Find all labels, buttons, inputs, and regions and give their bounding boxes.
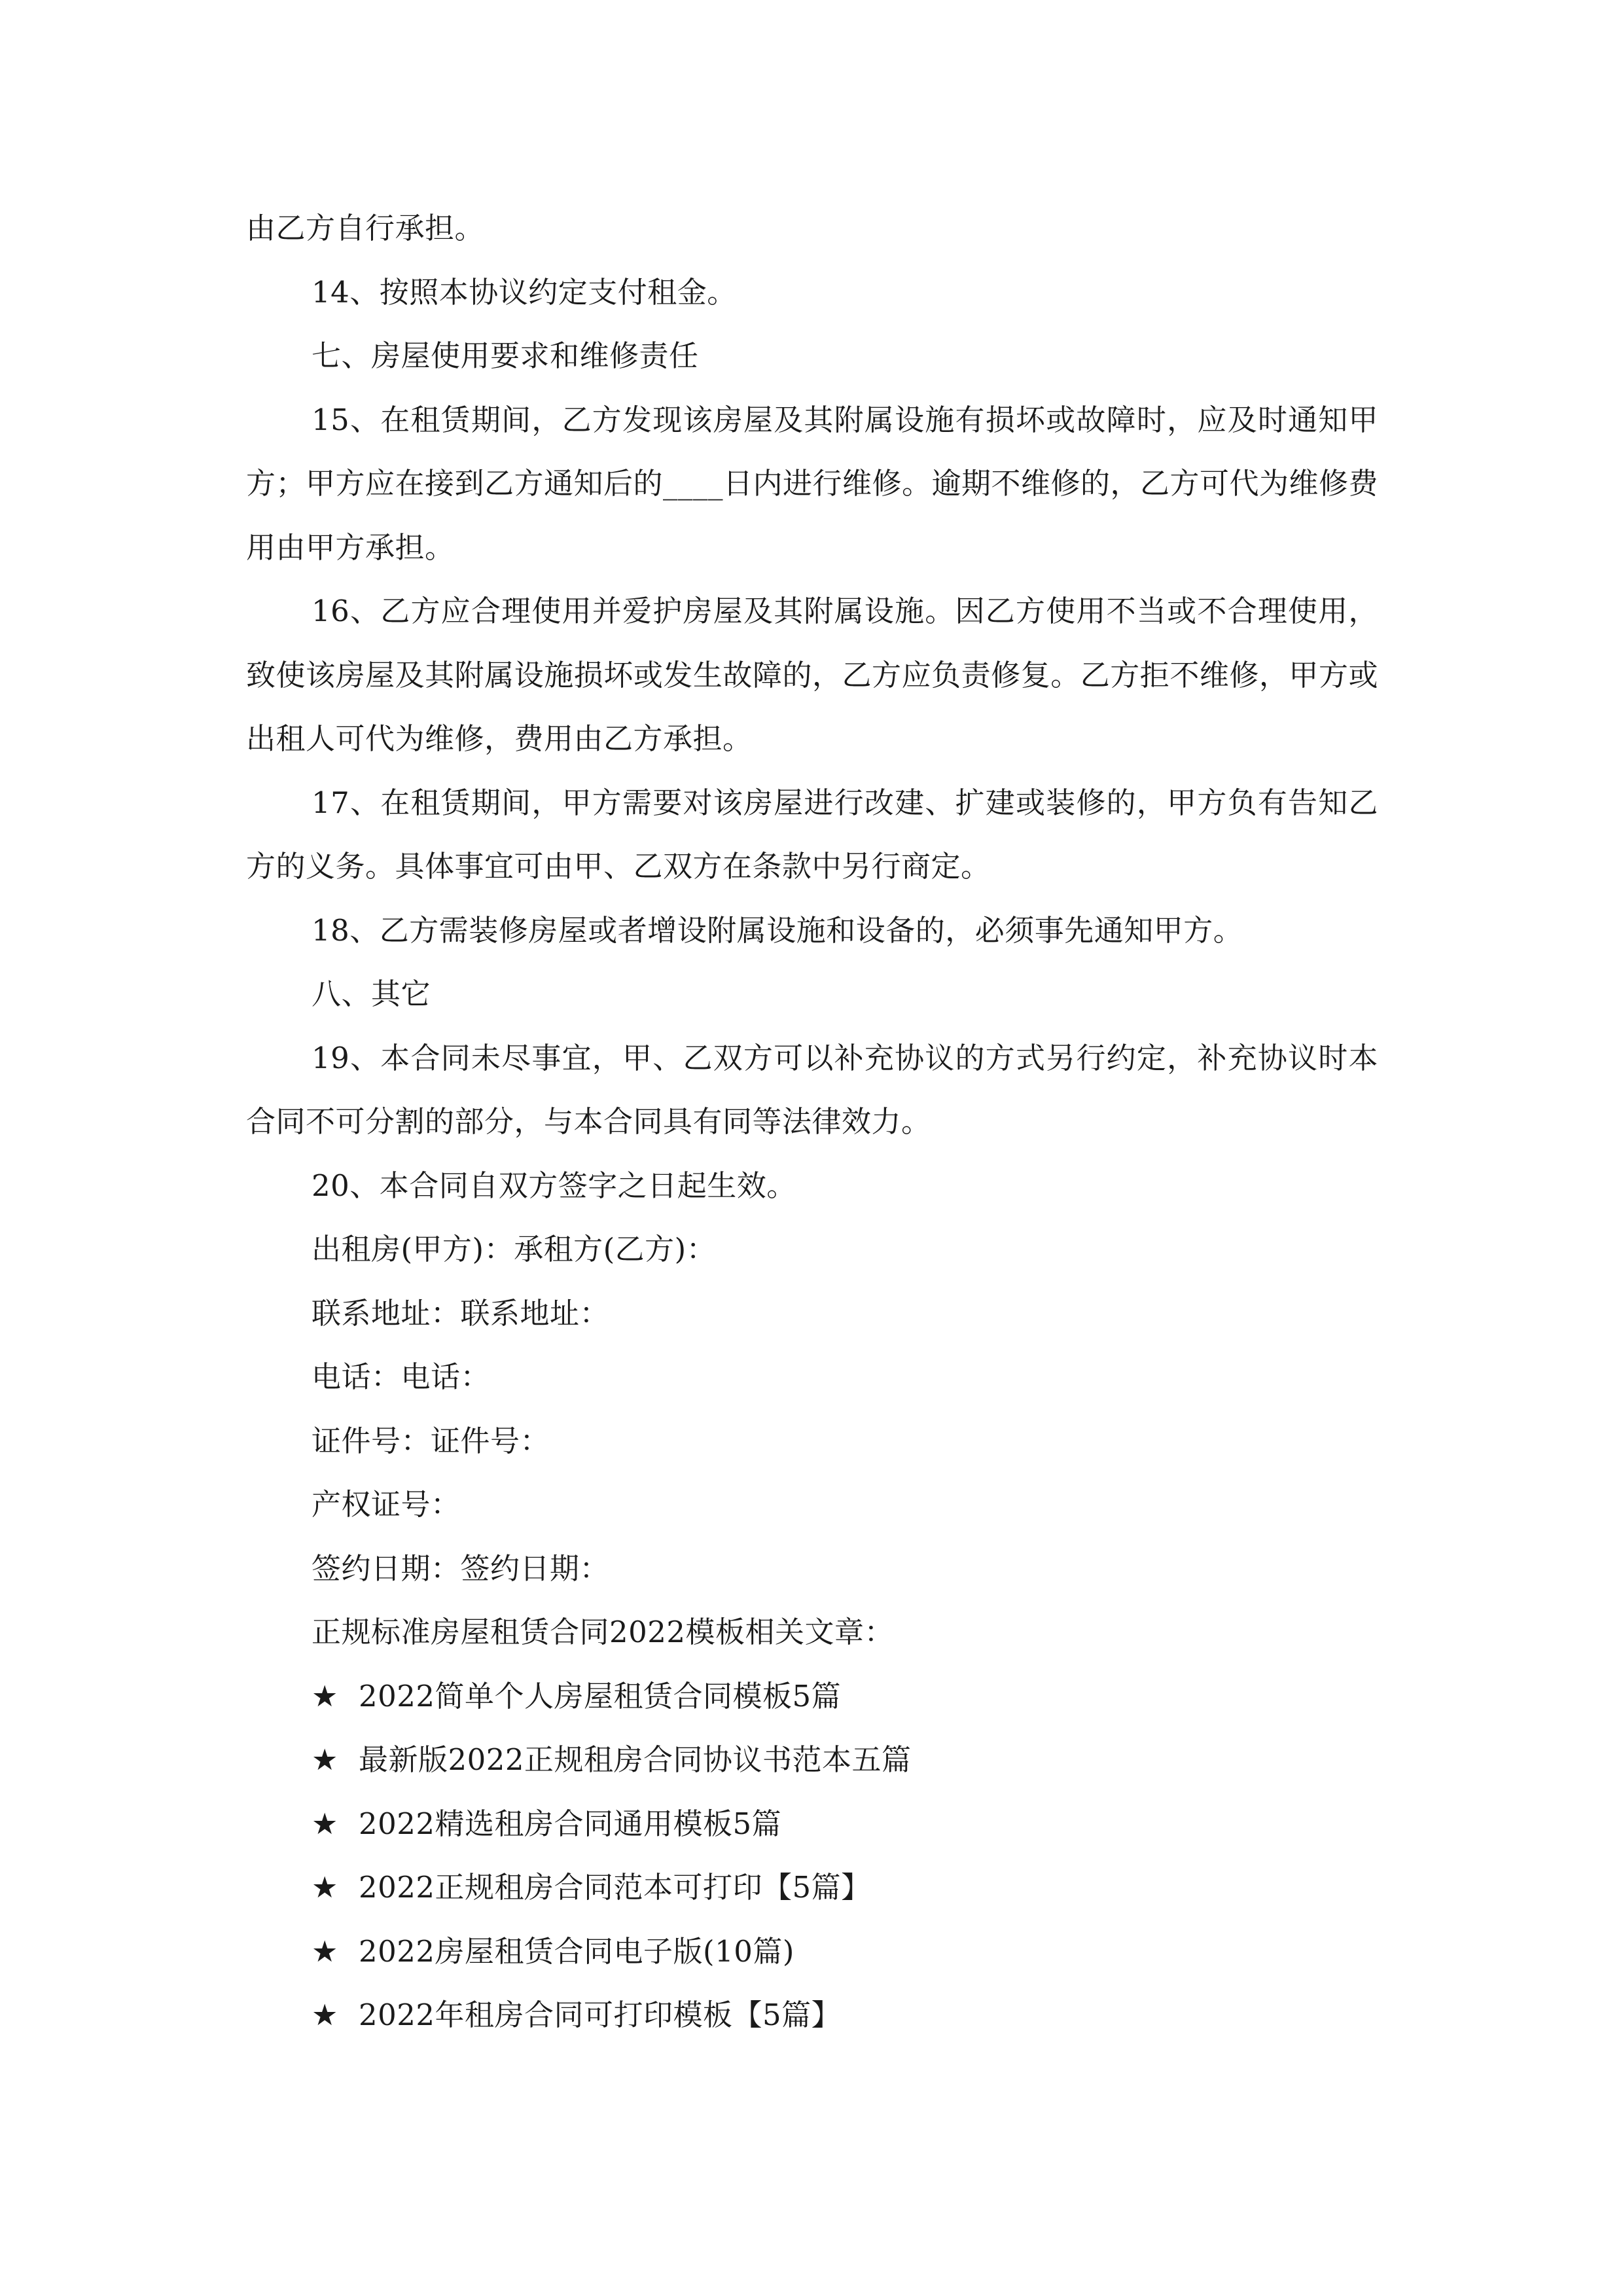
clause-15: 15、在租赁期间，乙方发现该房屋及其附属设施有损坏或故障时，应及时通知甲方；甲方应在接到乙方通知后的____日内进行维修。逾期不维修的，乙方可代为维修费用由甲方承担。 (246, 402, 1379, 565)
related-link[interactable] (246, 1728, 1378, 1792)
clause-20: 20、本合同自双方签字之日起生效。 (312, 1168, 796, 1203)
related-link[interactable] (246, 1792, 1378, 1856)
related-articles-heading: 正规标准房屋租赁合同2022模板相关文章： (312, 1615, 895, 1649)
related-link-text[interactable]: 2022房屋租赁合同电子版(10篇) (359, 1933, 794, 1969)
related-link-text[interactable]: 最新版2022正规租房合同协议书范本五篇 (359, 1742, 912, 1777)
star-icon: ★ (312, 1806, 338, 1841)
star-icon: ★ (312, 1933, 338, 1969)
signature-field-parties: 出租房(甲方)：承租方(乙方)： (312, 1232, 717, 1266)
signature-field-id: 证件号：证件号： (312, 1423, 550, 1458)
text-line: 由乙方自行承担。 (246, 211, 485, 245)
related-link[interactable] (246, 1664, 1378, 1729)
section-heading-7: 七、房屋使用要求和维修责任 (312, 338, 699, 373)
signature-field-property-cert: 产权证号： (312, 1487, 461, 1522)
signature-field-address: 联系地址：联系地址： (312, 1295, 610, 1331)
clause-17: 17、在租赁期间，甲方需要对该房屋进行改建、扩建或装修的，甲方负有告知乙方的义务。具体事宜可由甲、乙双方在条款中另行商定。 (246, 785, 1378, 884)
clause-14: 14、按照本协议约定支付租金。 (312, 274, 737, 310)
related-link-text[interactable]: 2022精选租房合同通用模板5篇 (359, 1806, 782, 1841)
star-icon: ★ (312, 1870, 338, 1905)
section-heading-8: 八、其它 (312, 977, 431, 1011)
related-link-text[interactable]: 2022年租房合同可打印模板【5篇】 (359, 1998, 842, 2032)
clause-18: 18、乙方需装修房屋或者增设附属设施和设备的，必须事先通知甲方。 (312, 912, 1243, 948)
related-link[interactable] (246, 1983, 1378, 2047)
document-page (246, 196, 1378, 2047)
related-link-text[interactable]: 2022简单个人房屋租赁合同模板5篇 (359, 1678, 842, 1713)
related-link[interactable] (246, 1856, 1378, 1920)
star-icon: ★ (312, 1742, 338, 1777)
related-link-text[interactable]: 2022正规租房合同范本可打印【5篇】 (359, 1870, 871, 1905)
signature-field-date: 签约日期：签约日期： (312, 1551, 610, 1586)
signature-field-phone: 电话：电话： (312, 1359, 491, 1394)
clause-19: 19、本合同未尽事宜，甲、乙双方可以补充协议的方式另行约定，补充协议时本合同不可分割的部分，与本合同具有同等法律效力。 (246, 1040, 1378, 1139)
star-icon: ★ (312, 1998, 338, 2032)
clause-16: 16、乙方应合理使用并爱护房屋及其附属设施。因乙方使用不当或不合理使用，致使该房屋及其附属设施损坏或发生故障的，乙方应负责修复。乙方拒不维修，甲方或出租人可代为维修，费用由乙方承担。 (246, 594, 1378, 756)
related-link[interactable] (246, 1920, 1378, 1984)
star-icon: ★ (312, 1678, 338, 1713)
